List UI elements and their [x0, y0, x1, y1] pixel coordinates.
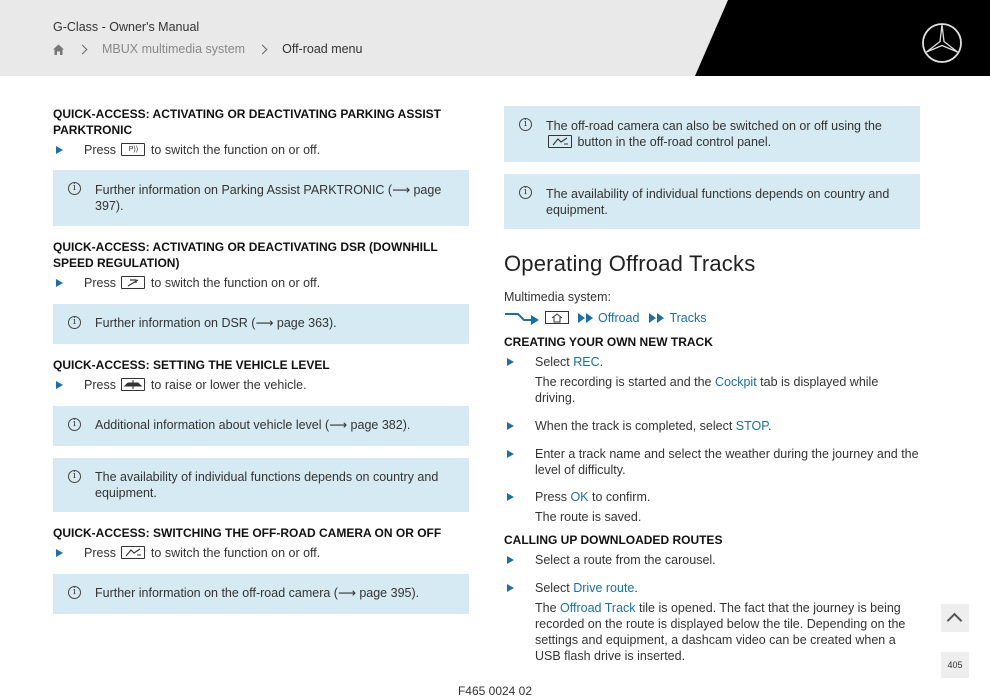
list-arrow-icon: [56, 549, 63, 557]
step-text: to switch the function on or off.: [150, 276, 321, 290]
list-item: Select REC. The recording is started and the Cockpit tab is displayed while driving.: [504, 354, 920, 406]
info-box: [53, 458, 469, 512]
home-button-icon: [545, 311, 569, 324]
section-heading-vehicle-level: QUICK-ACCESS: SETTING THE VEHICLE LEVEL: [53, 358, 330, 372]
page-header: [0, 0, 990, 76]
dsr-button-icon: [121, 276, 145, 289]
stop-link[interactable]: STOP: [735, 419, 768, 433]
info-box: [53, 574, 469, 614]
info-box: [53, 304, 469, 344]
breadcrumb: [52, 42, 362, 56]
list-item: [504, 446, 920, 478]
step-text: to switch the function on or off.: [150, 546, 321, 560]
info-icon: i: [68, 316, 81, 329]
step-text: Select a route from the carousel.: [535, 553, 716, 567]
list-item: Press OK to confirm. The route is saved.: [504, 489, 920, 525]
chevron-right-icon: [78, 44, 88, 54]
home-icon[interactable]: [52, 43, 65, 56]
path-start-arrow-icon: [504, 311, 540, 325]
list-item: [53, 142, 469, 158]
list-item: [53, 275, 469, 291]
list-arrow-icon: [507, 493, 514, 501]
info-text: Additional information about vehicle level (⟶ page 382).: [95, 418, 411, 432]
step-text: Enter a track name and select the weather during the journey and the level of difficulty.: [535, 447, 919, 477]
info-text: Further information on Parking Assist PARKTRONIC (⟶ page 397).: [95, 183, 442, 213]
section-heading-parktronic: QUICK-ACCESS: ACTIVATING OR DEACTIVATING PARKING ASSIST PARKTRONIC: [53, 107, 442, 137]
list-item: When the track is completed, select STOP.: [504, 418, 920, 434]
section-heading-dsr: QUICK-ACCESS: ACTIVATING OR DEACTIVATING DSR (DOWNHILL SPEED REGULATION): [53, 240, 438, 270]
ok-link[interactable]: OK: [570, 490, 589, 504]
section-heading-create-track: CREATING YOUR OWN NEW TRACK: [504, 335, 713, 349]
breadcrumb-link-mbux[interactable]: MBUX multimedia system: [102, 42, 246, 56]
breadcrumb-current: Off-road menu: [282, 42, 363, 56]
left-column: [53, 106, 469, 614]
footer-code: F465 0024 02: [457, 684, 533, 698]
list-item: [53, 377, 469, 393]
info-text: The availability of individual functions depends on country and equipment.: [546, 187, 890, 217]
scroll-top-button[interactable]: [941, 604, 969, 632]
section-heading-downloaded-routes: CALLING UP DOWNLOADED ROUTES: [504, 533, 723, 547]
vehicle-level-button-icon: [121, 378, 145, 391]
step-text: Press: [84, 546, 116, 560]
info-text: Further information on DSR (⟶ page 363).: [95, 316, 337, 330]
step-text: to raise or lower the vehicle.: [150, 378, 307, 392]
cockpit-link[interactable]: Cockpit: [714, 375, 757, 389]
list-item: Select Drive route. The Offroad Track tile is opened. The fact that the journey is being recorded on the route is displayed below the tile. Depending on the settings and equipment, a dashcam video can be created when a USB flash drive is inserted.: [504, 580, 920, 664]
drive-route-link[interactable]: Drive route: [573, 581, 635, 595]
info-text: button in the off-road control panel.: [577, 135, 772, 149]
info-box: [53, 170, 469, 226]
path-tracks[interactable]: Tracks: [669, 310, 707, 325]
list-arrow-icon: [507, 358, 514, 366]
double-arrow-icon: [577, 312, 595, 324]
list-arrow-icon: [507, 556, 514, 564]
info-box: [504, 174, 920, 229]
parktronic-button-icon: P)): [121, 143, 145, 156]
rec-link[interactable]: REC: [573, 355, 600, 369]
list-arrow-icon: [507, 450, 514, 458]
page-number: 405: [941, 652, 969, 678]
info-icon: i: [519, 118, 532, 131]
info-icon: i: [68, 470, 81, 483]
list-item: [504, 552, 920, 568]
multimedia-label: Multimedia system:: [504, 290, 611, 304]
mercedes-star-logo: [921, 22, 963, 64]
step-text: Press: [84, 378, 116, 392]
step-result: The recording is started and the Cockpit tab is displayed while driving.: [535, 375, 879, 405]
info-text: Further information on the off-road camera (⟶ page 395).: [95, 586, 420, 600]
info-text: The availability of individual functions depends on country and equipment.: [95, 470, 439, 500]
info-text: The off-road camera can also be switched on or off using the: [546, 119, 882, 133]
offroad-track-link[interactable]: Offroad Track: [560, 601, 636, 615]
info-box: [504, 106, 920, 162]
list-arrow-icon: [507, 422, 514, 430]
list-arrow-icon: [56, 279, 63, 287]
scroll-top-icon: [947, 613, 963, 629]
manual-title: G-Class - Owner's Manual: [53, 20, 200, 34]
section-heading-offroad-camera: QUICK-ACCESS: SWITCHING THE OFF-ROAD CAMERA ON OR OFF: [53, 526, 442, 540]
navigation-path: [504, 309, 920, 326]
list-item: [53, 545, 469, 561]
path-offroad[interactable]: Offroad: [598, 310, 640, 325]
info-icon: i: [68, 418, 81, 431]
step-text: Press: [84, 143, 116, 157]
step-text: Press: [84, 276, 116, 290]
page-title: Operating Offroad Tracks: [504, 251, 756, 276]
step-result: The route is saved.: [535, 510, 642, 524]
step-result: The Offroad Track tile is opened. The fact that the journey is being recorded on the route is displayed below the tile. Depending on the settings and equipment, a dashcam video can be created when a USB flash drive is inserted.: [535, 601, 906, 663]
info-icon: i: [68, 182, 81, 195]
list-arrow-icon: [507, 584, 514, 592]
offroad-camera-button-icon: [121, 546, 145, 559]
info-icon: i: [68, 586, 81, 599]
right-column: [504, 106, 920, 664]
step-text: to switch the function on or off.: [150, 143, 321, 157]
header-black-panel: [0, 0, 990, 76]
info-icon: i: [519, 186, 532, 199]
list-arrow-icon: [56, 146, 63, 154]
info-box: [53, 406, 469, 446]
list-arrow-icon: [56, 381, 63, 389]
double-arrow-icon: [648, 312, 666, 324]
offroad-camera-button-icon: [548, 135, 572, 148]
chevron-right-icon: [258, 44, 268, 54]
